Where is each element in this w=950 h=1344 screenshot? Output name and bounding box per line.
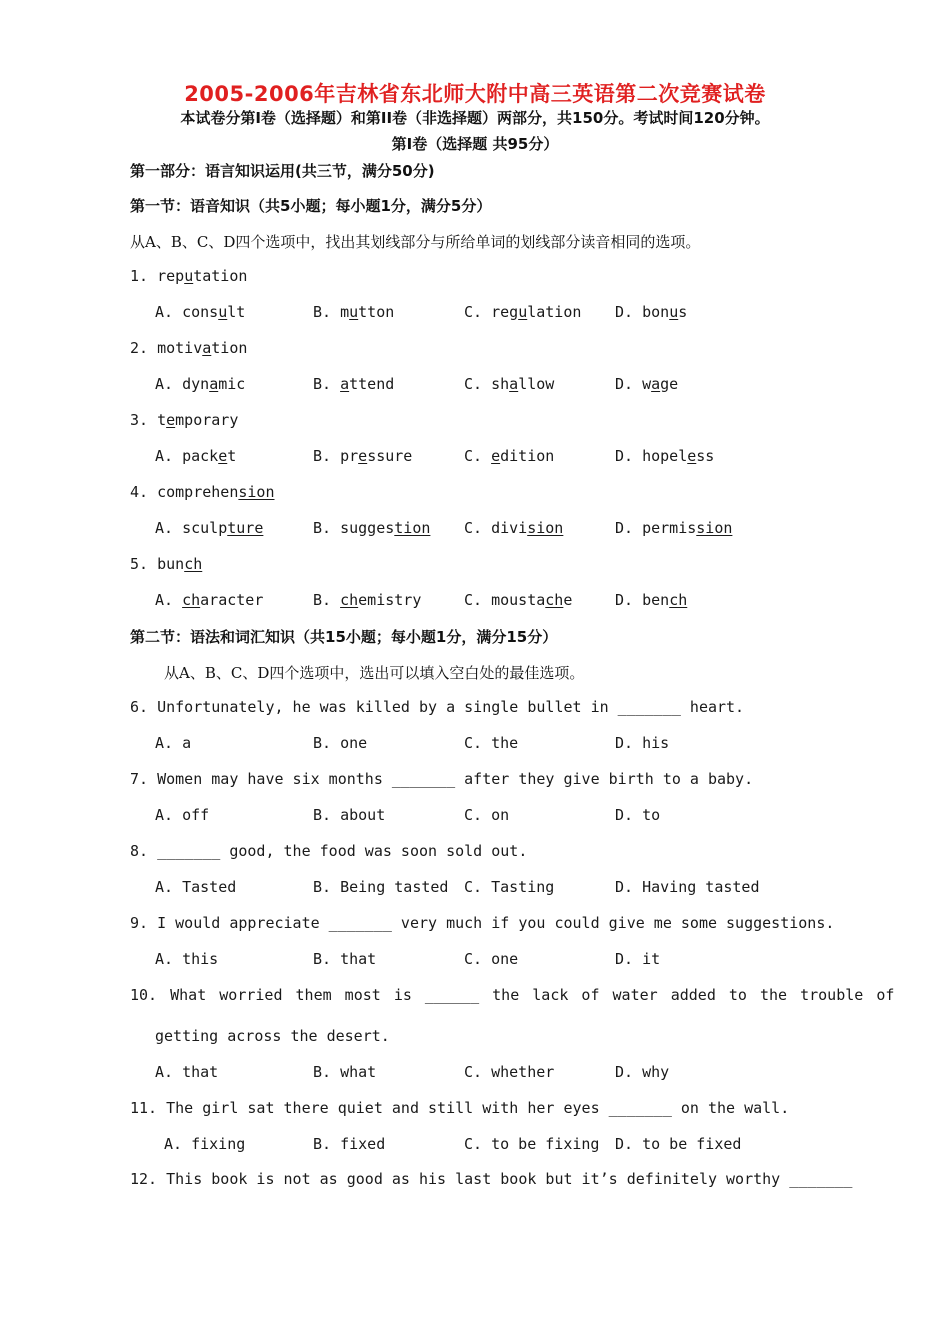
volume-one-heading: 第I卷（选择题 共95分） xyxy=(391,135,559,153)
option-b[interactable]: B. chemistry xyxy=(313,591,422,609)
underlined-segment: ch xyxy=(545,591,564,609)
option-a[interactable]: A. consult xyxy=(155,303,246,321)
option-d[interactable]: D. to be fixed xyxy=(615,1135,742,1153)
grammar-options-9 xyxy=(155,950,875,970)
exam-subtitle: 本试卷分第I卷（选择题）和第II卷（非选择题）两部分，共150分。考试时间120分钟。 xyxy=(180,109,770,127)
option-c[interactable]: C. shallow xyxy=(464,375,555,393)
underlined-segment: ch xyxy=(184,555,203,573)
option-a[interactable]: A. sculpture xyxy=(155,519,264,537)
option-word: pressure xyxy=(340,447,413,465)
option-c[interactable]: C. on xyxy=(464,806,510,824)
option-b[interactable]: B. one xyxy=(313,734,368,752)
underlined-segment: u xyxy=(669,303,679,321)
phonetics-question-1: 1. reputation xyxy=(130,267,248,285)
option-a[interactable]: A. a xyxy=(155,734,192,752)
grammar-options-6 xyxy=(155,734,875,754)
option-d[interactable]: D. bench xyxy=(615,591,688,609)
option-d[interactable]: D. why xyxy=(615,1063,670,1081)
option-d[interactable]: D. it xyxy=(615,950,661,968)
underlined-segment: a xyxy=(202,339,212,357)
option-word: regulation xyxy=(491,303,582,321)
grammar-options-10 xyxy=(155,1063,875,1083)
underlined-segment: e xyxy=(358,447,368,465)
underlined-segment: a xyxy=(651,375,661,393)
question-word: temporary xyxy=(157,411,239,429)
underlined-segment: sion xyxy=(696,519,733,537)
option-d[interactable]: D. Having tasted xyxy=(615,878,760,896)
option-c[interactable]: C. whether xyxy=(464,1063,555,1081)
question-word: bunch xyxy=(157,555,203,573)
underlined-segment: ch xyxy=(669,591,688,609)
option-word: character xyxy=(182,591,264,609)
option-d[interactable]: D. wage xyxy=(615,375,679,393)
option-word: mutton xyxy=(340,303,395,321)
option-word: suggestion xyxy=(340,519,431,537)
option-word: division xyxy=(491,519,564,537)
phonetics-question-5: 5. bunch xyxy=(130,555,203,573)
option-c[interactable]: C. division xyxy=(464,519,564,537)
option-d[interactable]: D. hopeless xyxy=(615,447,715,465)
option-a[interactable]: A. Tasted xyxy=(155,878,237,896)
grammar-question-7: 7. Women may have six months _______ after they give birth to a baby. xyxy=(130,770,754,788)
option-a[interactable]: A. that xyxy=(155,1063,219,1081)
option-c[interactable]: C. one xyxy=(464,950,519,968)
underlined-segment: u xyxy=(218,303,228,321)
grammar-options-11 xyxy=(164,1135,884,1155)
option-word: dynamic xyxy=(182,375,246,393)
option-b[interactable]: B. suggestion xyxy=(313,519,431,537)
underlined-segment: sion xyxy=(527,519,564,537)
option-b[interactable]: B. about xyxy=(313,806,386,824)
option-b[interactable]: B. what xyxy=(313,1063,377,1081)
underlined-segment: a xyxy=(340,375,350,393)
grammar-question-continuation: getting across the desert. xyxy=(155,1027,390,1045)
underlined-segment: e xyxy=(687,447,697,465)
grammar-question-11: 11. The girl sat there quiet and still with her eyes _______ on the wall. xyxy=(130,1099,790,1117)
underlined-segment: u xyxy=(518,303,528,321)
option-c[interactable]: C. to be fixing xyxy=(464,1135,600,1153)
option-a[interactable]: A. character xyxy=(155,591,264,609)
option-c[interactable]: C. the xyxy=(464,734,519,752)
phonetics-options-4 xyxy=(155,519,875,539)
option-word: permission xyxy=(642,519,733,537)
underlined-segment: sion xyxy=(238,483,275,501)
option-word: sculpture xyxy=(182,519,264,537)
option-a[interactable]: A. packet xyxy=(155,447,237,465)
phonetics-question-4: 4. comprehension xyxy=(130,483,275,501)
underlined-segment: ture xyxy=(227,519,264,537)
option-b[interactable]: B. fixed xyxy=(313,1135,386,1153)
option-c[interactable]: C. edition xyxy=(464,447,555,465)
section-two-instruction: 从A、B、C、D四个选项中，选出可以填入空白处的最佳选项。 xyxy=(164,664,585,682)
underlined-segment: ch xyxy=(340,591,359,609)
underlined-segment: e xyxy=(491,447,501,465)
exam-title: 2005-2006年吉林省东北师大附中高三英语第二次竞赛试卷 xyxy=(184,82,766,106)
option-a[interactable]: A. this xyxy=(155,950,219,968)
part-one-heading: 第一部分：语言知识运用(共三节，满分50分) xyxy=(130,162,435,180)
option-b[interactable]: B. mutton xyxy=(313,303,395,321)
option-a[interactable]: A. off xyxy=(155,806,210,824)
phonetics-options-5 xyxy=(155,591,875,611)
grammar-question-10: 10. What worried them most is ______ the lack of water added to the trouble of xyxy=(130,986,895,1004)
grammar-options-7 xyxy=(155,806,875,826)
underlined-segment: ch xyxy=(182,591,201,609)
option-word: hopeless xyxy=(642,447,715,465)
option-c[interactable]: C. regulation xyxy=(464,303,582,321)
phonetics-options-1 xyxy=(155,303,875,323)
option-word: edition xyxy=(491,447,555,465)
option-d[interactable]: D. bonus xyxy=(615,303,688,321)
option-word: wage xyxy=(642,375,679,393)
grammar-options-8 xyxy=(155,878,875,898)
option-b[interactable]: B. attend xyxy=(313,375,395,393)
option-word: packet xyxy=(182,447,237,465)
underlined-segment: a xyxy=(209,375,219,393)
section-two-heading: 第二节：语法和词汇知识（共15小题；每小题1分，满分15分） xyxy=(130,628,558,646)
option-word: attend xyxy=(340,375,395,393)
section-one-instruction: 从A、B、C、D四个选项中，找出其划线部分与所给单词的划线部分读音相同的选项。 xyxy=(130,233,701,251)
underlined-segment: u xyxy=(349,303,359,321)
option-word: bench xyxy=(642,591,688,609)
option-b[interactable]: B. pressure xyxy=(313,447,413,465)
option-d[interactable]: D. to xyxy=(615,806,661,824)
option-a[interactable]: A. dynamic xyxy=(155,375,246,393)
option-word: chemistry xyxy=(340,591,422,609)
phonetics-options-2 xyxy=(155,375,875,395)
section-one-heading: 第一节：语音知识（共5小题；每小题1分，满分5分） xyxy=(130,197,492,215)
grammar-question-6: 6. Unfortunately, he was killed by a single bullet in _______ heart. xyxy=(130,698,745,716)
underlined-segment: u xyxy=(184,267,194,285)
option-a[interactable]: A. fixing xyxy=(164,1135,246,1153)
option-word: shallow xyxy=(491,375,555,393)
option-word: consult xyxy=(182,303,246,321)
question-word: reputation xyxy=(157,267,248,285)
grammar-question-9: 9. I would appreciate _______ very much if you could give me some suggestions. xyxy=(130,914,835,932)
underlined-segment: e xyxy=(218,447,228,465)
option-d[interactable]: D. his xyxy=(615,734,670,752)
underlined-segment: tion xyxy=(394,519,431,537)
question-word: comprehension xyxy=(157,483,275,501)
option-b[interactable]: B. that xyxy=(313,950,377,968)
phonetics-question-3: 3. temporary xyxy=(130,411,239,429)
underlined-segment: a xyxy=(509,375,519,393)
option-d[interactable]: D. permission xyxy=(615,519,733,537)
option-word: bonus xyxy=(642,303,688,321)
question-word: motivation xyxy=(157,339,248,357)
option-c[interactable]: C. moustache xyxy=(464,591,573,609)
grammar-question-12: 12. This book is not as good as his last book but it’s definitely worthy _______ xyxy=(130,1170,853,1188)
option-word: moustache xyxy=(491,591,573,609)
underlined-segment: e xyxy=(166,411,176,429)
option-c[interactable]: C. Tasting xyxy=(464,878,555,896)
phonetics-options-3 xyxy=(155,447,875,467)
option-b[interactable]: B. Being tasted xyxy=(313,878,449,896)
grammar-question-8: 8. _______ good, the food was soon sold out. xyxy=(130,842,528,860)
phonetics-question-2: 2. motivation xyxy=(130,339,248,357)
